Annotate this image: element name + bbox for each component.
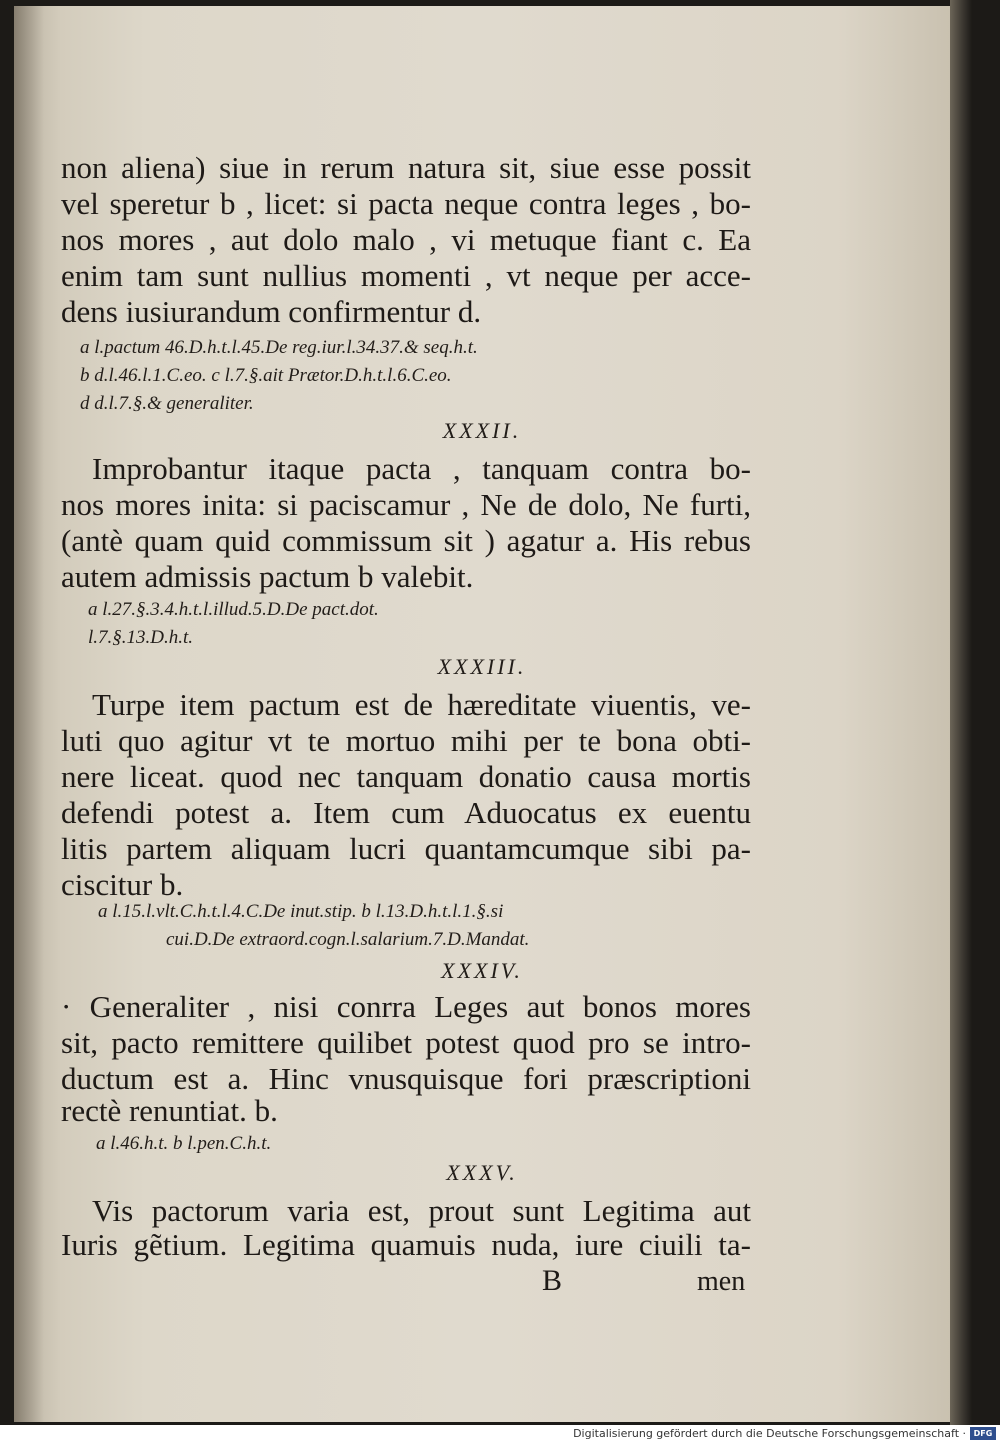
- body-line: litis partem aliquam lucri quantamcumque sibi pa-: [61, 831, 751, 866]
- body-line: autem admissis pactum b valebit.: [61, 559, 474, 594]
- footnote-line: a l.15.l.vlt.C.h.t.l.4.C.De inut.stip. b l.13.D.h.t.l.1.§.si: [98, 901, 504, 922]
- body-line: defendi potest a. Item cum Aduocatus ex euentu: [61, 795, 751, 830]
- body-line: enim tam sunt nullius momenti , vt neque per acce-: [61, 258, 751, 293]
- body-line: Iuris gẽtium. Legitima quamuis nuda, iure ciuili ta-: [61, 1227, 751, 1262]
- digitization-note: Digitalisierung gefördert durch die Deutsche Forschungsgemeinschaft ·: [573, 1427, 966, 1440]
- footnote-line: l.7.§.13.D.h.t.: [88, 627, 194, 648]
- body-line: · Generaliter , nisi conrra Leges aut bonos mores: [61, 989, 751, 1024]
- body-line: non aliena) siue in rerum natura sit, siue esse possit: [61, 150, 751, 185]
- body-line: vel speretur b , licet: si pacta neque contra leges , bo-: [61, 186, 751, 221]
- footnote-line: d d.l.7.§.& generaliter.: [80, 393, 254, 414]
- section-heading: XXXV.: [446, 1160, 518, 1185]
- body-line: ductum est a. Hinc vnusquisque fori præscriptioni: [61, 1061, 751, 1096]
- footnote-line: b d.l.46.l.1.C.eo. c l.7.§.ait Prætor.D.h.t.l.6.C.eo.: [80, 365, 452, 386]
- page-text: [14, 6, 950, 1422]
- footnote-line: a l.pactum 46.D.h.t.l.45.De reg.iur.l.34.37.& seq.h.t.: [80, 337, 478, 358]
- section-heading: XXXIV.: [441, 958, 523, 983]
- section-heading: XXXII.: [442, 418, 522, 443]
- body-line: dens iusiurandum confirmentur d.: [61, 294, 482, 329]
- catchword: men: [697, 1266, 746, 1297]
- footnote-line: cui.D.De extraord.cogn.l.salarium.7.D.Mandat.: [166, 929, 530, 950]
- body-line: Improbantur itaque pacta , tanquam contra bo-: [92, 451, 751, 486]
- footnote-line: a l.27.§.3.4.h.t.l.illud.5.D.De pact.dot.: [88, 599, 379, 620]
- body-line: sit, pacto remittere quilibet potest quod pro se intro-: [61, 1025, 751, 1060]
- body-line: Turpe item pactum est de hæreditate viuentis, ve-: [92, 687, 751, 722]
- dfg-logo: DFG: [970, 1427, 996, 1440]
- body-line: luti quo agitur vt te mortuo mihi per te bona obti-: [61, 723, 751, 758]
- body-line: nos mores , aut dolo malo , vi metuque fiant c. Ea: [61, 222, 751, 257]
- signature-mark: B: [542, 1264, 563, 1297]
- body-line: nos mores inita: si paciscamur , Ne de dolo, Ne furti,: [61, 487, 751, 522]
- section-heading: XXXIII.: [437, 654, 527, 679]
- body-line: rectè renuntiat. b.: [61, 1093, 278, 1128]
- book-page: [14, 6, 950, 1422]
- body-line: (antè quam quid commissum sit ) agatur a. His rebus: [61, 523, 751, 558]
- body-line: Vis pactorum varia est, prout sunt Legitima aut: [92, 1193, 751, 1228]
- footnote-line: a l.46.h.t. b l.pen.C.h.t.: [96, 1133, 272, 1154]
- book-edge: [950, 0, 972, 1425]
- body-line: ciscitur b.: [61, 867, 184, 902]
- body-line: nere liceat. quod nec tanquam donatio causa mortis: [61, 759, 751, 794]
